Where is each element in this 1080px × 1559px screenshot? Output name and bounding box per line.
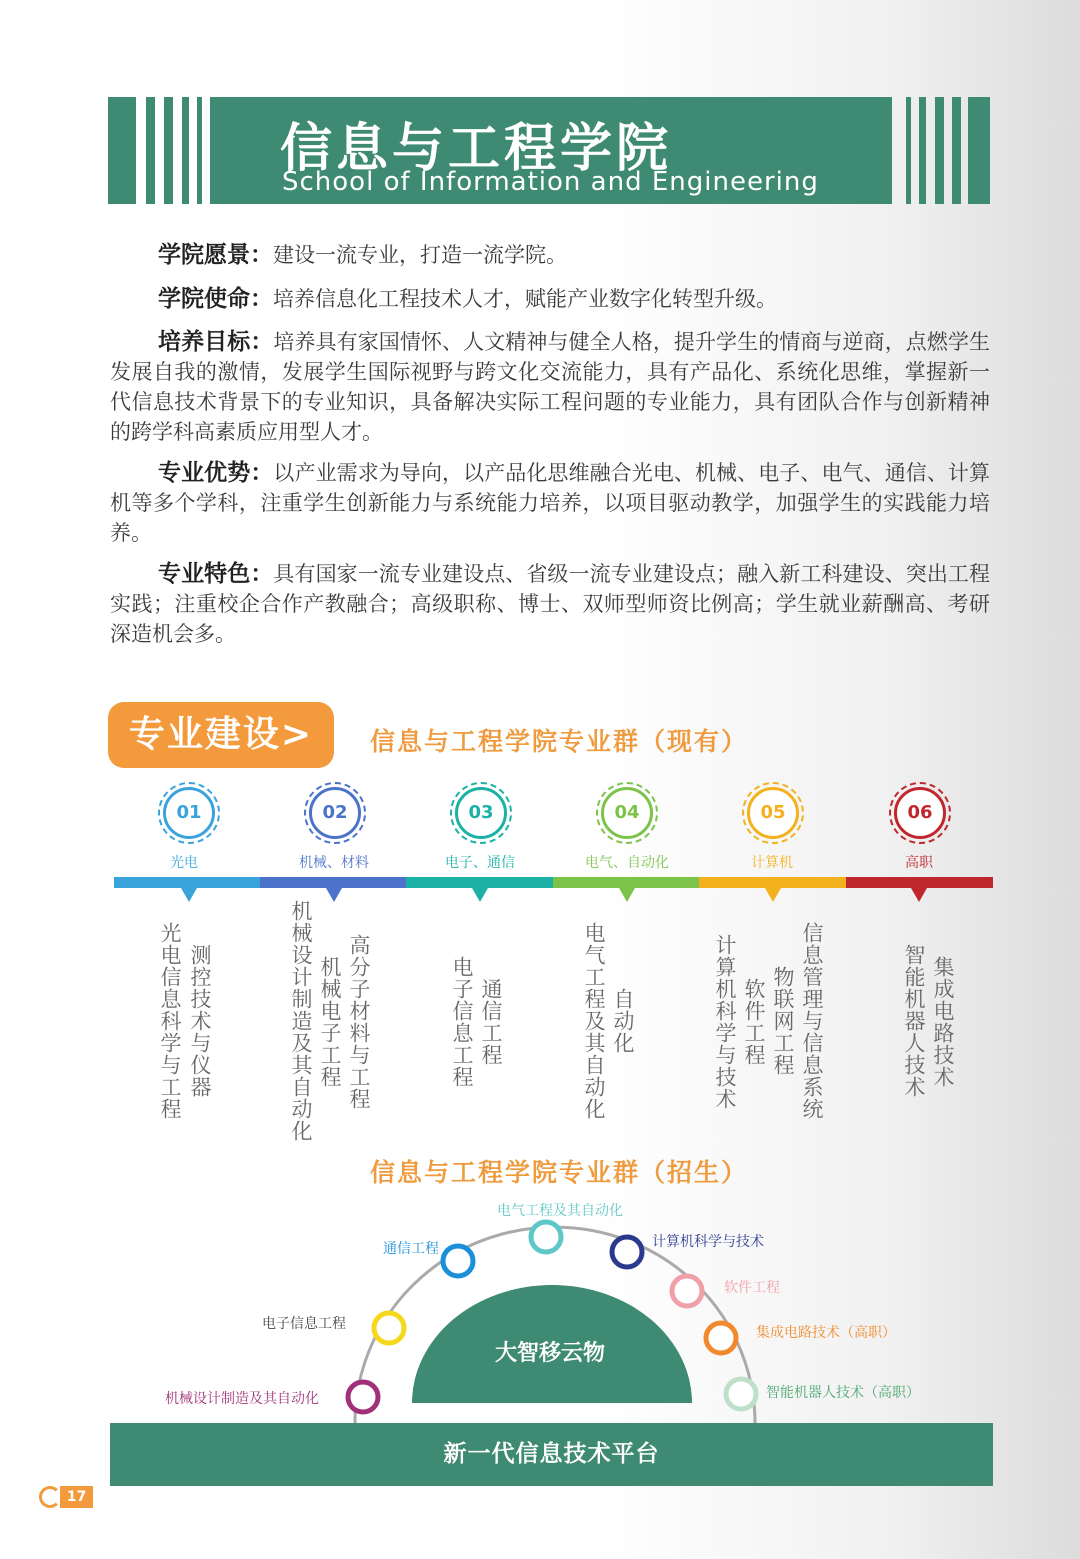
existing-group-title: 信息与工程学院专业群（现有） [370, 727, 749, 756]
group-label: 电子、通信 [445, 855, 515, 871]
node-label: 通信工程 [383, 1241, 439, 1257]
node-label: 软件工程 [724, 1280, 780, 1296]
page-title: 信息与工程学院 [280, 119, 673, 179]
major-name: 集成电路技术 [931, 956, 955, 1088]
enroll-group-title: 信息与工程学院专业群（招生） [370, 1158, 749, 1187]
page-number-decoration [39, 1486, 61, 1508]
major-name: 机械电子工程 [318, 956, 342, 1088]
group-number: 04 [601, 787, 653, 839]
node-circle [348, 1382, 378, 1412]
platform-banner: 新一代信息技术平台 [110, 1423, 993, 1486]
group-number: 03 [455, 787, 507, 839]
major-name: 信息管理与信息系统 [800, 922, 824, 1120]
node-circle [672, 1276, 702, 1306]
node-circle [706, 1323, 736, 1353]
node-label: 电气工程及其自动化 [497, 1203, 623, 1219]
major-name: 软件工程 [742, 978, 766, 1066]
group-label: 高职 [905, 855, 933, 871]
group-number: 06 [894, 787, 946, 839]
dome-label: 大智移云物 [494, 1341, 605, 1366]
group-number: 02 [309, 787, 361, 839]
node-circle [531, 1222, 561, 1252]
node-label: 集成电路技术（高职） [756, 1325, 896, 1341]
major-name: 电气工程及其自动化 [582, 922, 606, 1120]
major-name: 自动化 [611, 988, 635, 1054]
intro-text: 以产业需求为导向，以产品化思维融合光电、机械、电子、电气、通信、计算机等多个学科，注重学生创新能力与系统能力培养，以项目驱动教学，加强学生的实践能力培养。 [110, 461, 991, 545]
major-name: 电子信息工程 [450, 956, 474, 1088]
group-number: 05 [747, 787, 799, 839]
intro-label: 学院使命： [158, 286, 273, 312]
page-subtitle: School of Information and Engineering [282, 167, 819, 197]
node-circle [726, 1379, 756, 1409]
group-number: 01 [163, 787, 215, 839]
node-circle [443, 1246, 473, 1276]
intro-text: 培养具有家国情怀、人文精神与健全人格，提升学生的情商与逆商，点燃学生发展自我的激情，发展学生国际视野与跨文化交流能力，具有产品化、系统化思维，掌握新一代信息技术背景下的专业知识，具备解决实际工程问题的专业能力，具有团队合作与创新精神的跨学科高素质应用型人才。 [110, 330, 991, 444]
intro-label: 专业优势： [158, 460, 274, 486]
intro-text: 建设一流专业，打造一流学院。 [273, 243, 567, 267]
major-name: 光电信息科学与工程 [158, 922, 182, 1120]
intro-text: 具有国家一流专业建设点、省级一流专业建设点；融入新工科建设、突出工程实践；注重校企合作产教融合；高级职称、博士、双师型师资比例高；学生就业薪酬高、考研深造机会多。 [110, 562, 991, 646]
intro-text: 培养信息化工程技术人才，赋能产业数字化转型升级。 [273, 287, 777, 311]
major-name: 机械设计制造及其自动化 [289, 900, 313, 1142]
major-name: 物联网工程 [771, 966, 795, 1076]
group-label: 机械、材料 [299, 855, 369, 871]
node-label: 电子信息工程 [262, 1316, 346, 1332]
group-label: 计算机 [751, 855, 793, 871]
group-label: 电气、自动化 [585, 855, 669, 871]
group-label: 光电 [170, 855, 198, 871]
section-tag: 专业建设> [108, 702, 334, 768]
node-label: 机械设计制造及其自动化 [165, 1391, 319, 1407]
intro-label: 专业特色： [158, 561, 274, 587]
major-name: 高分子材料与工程 [347, 934, 371, 1110]
intro-label: 培养目标： [158, 329, 274, 355]
node-label: 计算机科学与技术 [652, 1234, 764, 1250]
intro-label: 学院愿景： [158, 242, 273, 268]
major-name: 通信工程 [479, 978, 503, 1066]
node-label: 智能机器人技术（高职） [766, 1385, 920, 1401]
major-name: 测控技术与仪器 [188, 944, 212, 1098]
major-name: 计算机科学与技术 [713, 934, 737, 1110]
major-name: 智能机器人技术 [902, 944, 926, 1098]
node-circle [612, 1237, 642, 1267]
page-number: 17 [60, 1486, 93, 1508]
node-circle [374, 1313, 404, 1343]
